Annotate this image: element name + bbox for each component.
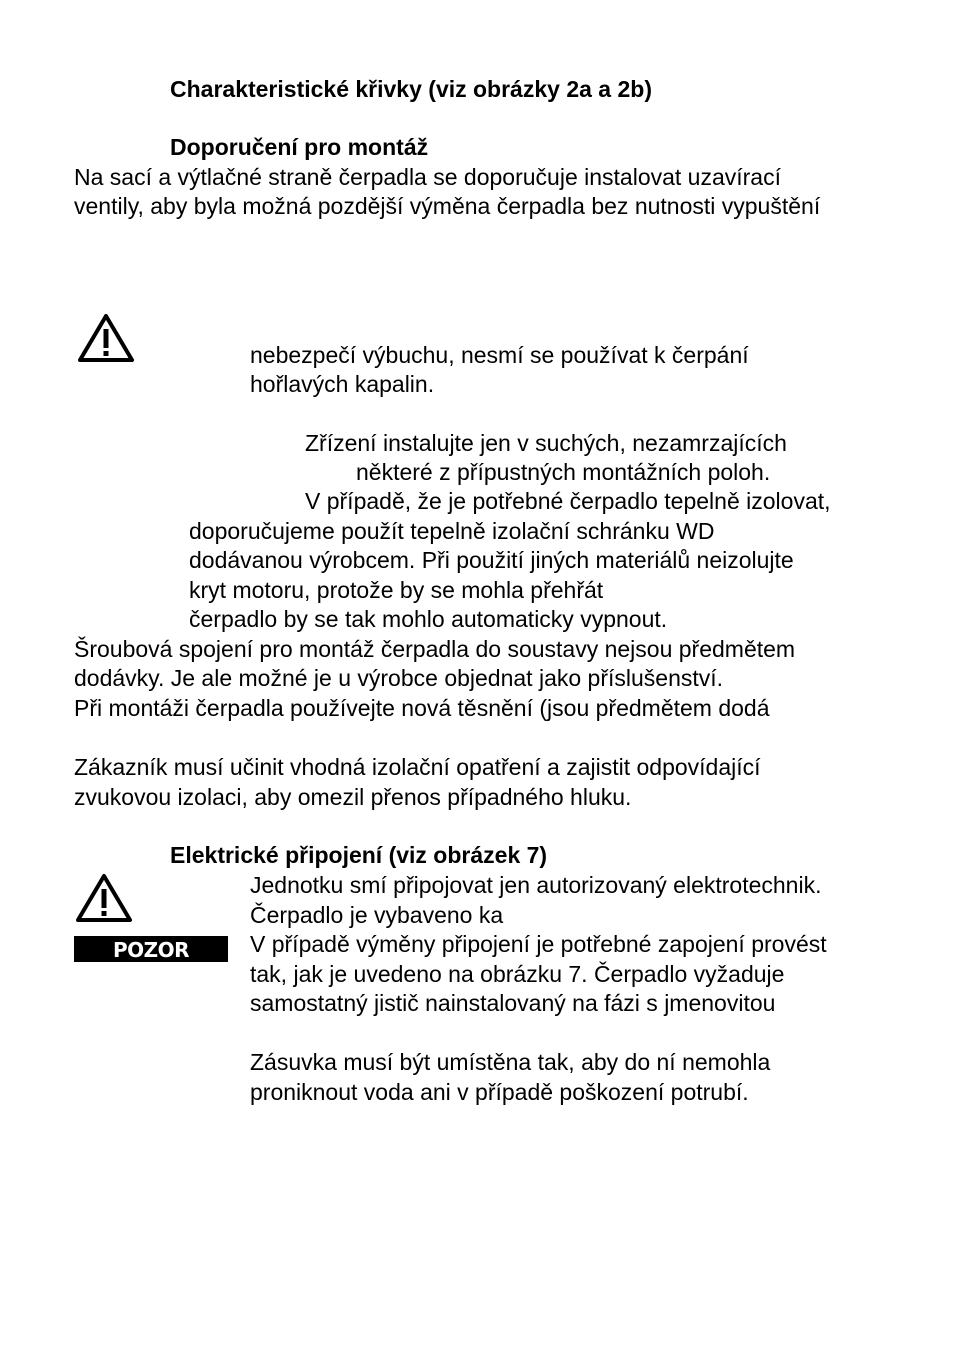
explosion-warning-line: hořlavých kapalin. <box>250 371 435 397</box>
fittings-line: Šroubová spojení pro montáž čerpadla do soustavy nejsou předmětem <box>74 636 796 662</box>
warning-icon <box>74 872 134 924</box>
fittings-line: dodávky. Je ale možné je u výrobce objednat jako příslušenství. <box>74 665 724 691</box>
noise-line: zvukovou izolaci, aby omezil přenos případného hluku. <box>74 784 632 810</box>
electrical-line: tak, jak je uvedeno na obrázku 7. Čerpadlo vyžaduje <box>250 961 785 987</box>
socket-line: proniknout voda ani v případě poškození potrubí. <box>250 1079 749 1105</box>
install-line: dodávanou výrobcem. Při použití jiných materiálů neizolujte <box>189 547 794 573</box>
install-line: některé z přípustných montážních poloh. <box>356 459 771 485</box>
pozor-badge: POZOR <box>74 936 228 962</box>
install-line: doporučujeme použít tepelně izolační schránku WD <box>189 518 715 544</box>
fittings-line: Při montáži čerpadla používejte nová těsnění (jsou předmětem dodá <box>74 695 770 721</box>
install-line: čerpadlo by se tak mohlo automaticky vypnout. <box>189 606 668 632</box>
install-line: V případě, že je potřebné čerpadlo tepelně izolovat, <box>305 488 831 514</box>
socket-line: Zásuvka musí být umístěna tak, aby do ní nemohla <box>250 1049 771 1075</box>
mounting-intro-line: ventily, aby byla možná pozdější výměna čerpadla bez nutnosti vypuštění <box>74 193 821 219</box>
install-line: Zřízení instalujte jen v suchých, nezamrzajících <box>305 430 787 456</box>
explosion-warning-line: nebezpečí výbuchu, nesmí se používat k čerpání <box>250 342 749 368</box>
electrical-line: V případě výměny připojení je potřebné zapojení provést <box>250 931 827 957</box>
mounting-intro-line: Na sací a výtlačné straně čerpadla se doporučuje instalovat uzavírací <box>74 164 781 190</box>
heading-electrical: Elektrické připojení (viz obrázek 7) <box>170 842 548 868</box>
install-line: kryt motoru, protože by se mohla přehřát <box>189 577 604 603</box>
heading-mounting: Doporučení pro montáž <box>170 134 429 160</box>
electrical-line: samostatný jistič nainstalovaný na fázi s jmenovitou <box>250 990 776 1016</box>
electrical-line: Jednotku smí připojovat jen autorizovaný elektrotechnik. <box>250 872 822 898</box>
electrical-line: Čerpadlo je vybaveno ka <box>250 902 504 928</box>
warning-icon <box>76 312 136 364</box>
noise-line: Zákazník musí učinit vhodná izolační opatření a zajistit odpovídající <box>74 754 761 780</box>
heading-characteristic-curves: Charakteristické křivky (viz obrázky 2a a 2b) <box>170 76 652 102</box>
